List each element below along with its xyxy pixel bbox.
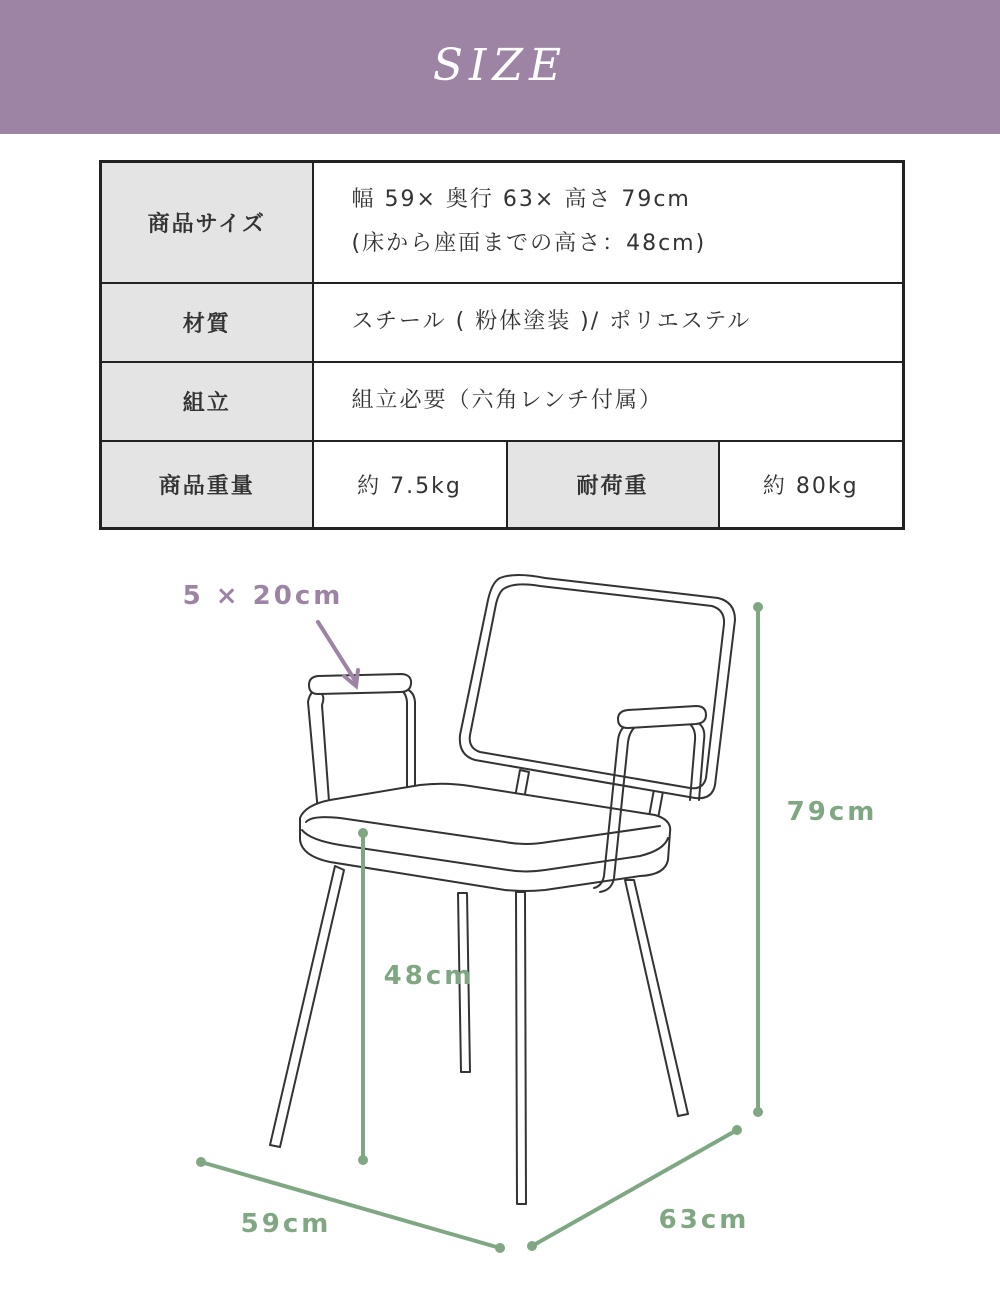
page-title: SIZE: [432, 39, 568, 91]
height-dimension-label: 79cm: [786, 797, 878, 827]
spec-table: [99, 160, 905, 530]
armrest-pad-left: [309, 674, 411, 694]
spec-label-weight: 商品重量: [101, 441, 313, 529]
spec-value-load: 約 80kg: [719, 441, 904, 529]
seat-height-dimension-line: [358, 828, 368, 1165]
table-row: [101, 362, 904, 441]
header-banner: [0, 0, 1000, 134]
seat-height-dimension-label: 48cm: [383, 961, 475, 991]
spec-label-load: 耐荷重: [507, 441, 719, 529]
spec-value-size: [313, 162, 904, 283]
spec-label-assembly: 組立: [101, 362, 313, 441]
spec-label-material: 材質: [101, 283, 313, 362]
armrest-pad-right: [618, 706, 706, 728]
spec-value-weight: 約 7.5kg: [313, 441, 507, 529]
depth-dimension-label: 63cm: [658, 1205, 750, 1235]
spec-value-size-line2: (床から座面までの高さ：48cm): [351, 231, 707, 257]
rear-leg-right: [625, 880, 688, 1116]
table-row: [101, 283, 904, 362]
table-row: [101, 441, 904, 529]
height-dimension-line: [753, 602, 763, 1117]
width-dimension-label: 59cm: [240, 1209, 332, 1239]
spec-value-size-line1: 幅 59× 奥行 63× 高さ 79cm: [351, 187, 691, 213]
table-row: [101, 162, 904, 283]
chair-illustration: [270, 575, 735, 1204]
front-leg-left: [270, 866, 344, 1147]
front-leg-right: [516, 892, 526, 1204]
spec-value-material: スチール ( 粉体塗装 )/ ポリエステル: [313, 283, 904, 362]
chair-dimension-diagram: [0, 530, 1000, 1300]
spec-label-size: 商品サイズ: [101, 162, 313, 283]
spec-value-assembly: 組立必要（六角レンチ付属）: [313, 362, 904, 441]
armrest-dimension-label: 5 × 20cm: [182, 581, 344, 611]
